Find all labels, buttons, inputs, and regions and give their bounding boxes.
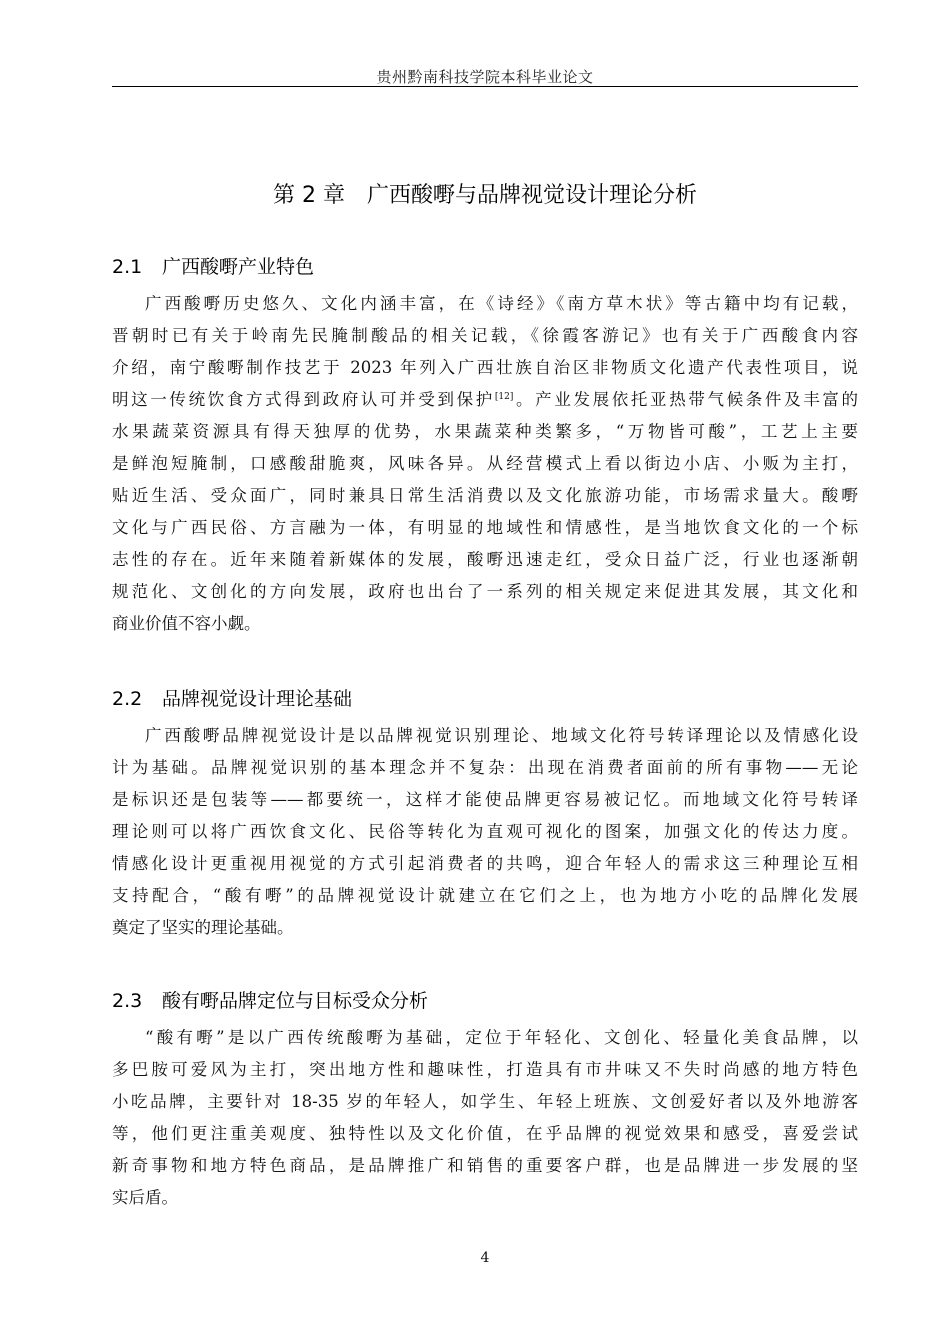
section-number: 2.2 bbox=[112, 688, 143, 710]
section-title-text: 品牌视觉设计理论基础 bbox=[162, 688, 353, 710]
text-span: 。产业发展依托亚热带气候条件及丰富的 bbox=[513, 390, 858, 409]
text-line: 广西酸嘢品牌视觉设计是以品牌视觉识别理论、地域文化符号转译理论以及情感化设 bbox=[145, 726, 858, 745]
paragraph-2-3 bbox=[112, 1022, 858, 1214]
text-line: 水果蔬菜资源具有得天独厚的优势，水果蔬菜种类繁多，“万物皆可酸”，工艺上主要 bbox=[112, 422, 858, 441]
text-line: 晋朝时已有关于岭南先民腌制酸品的相关记载，《徐霞客游记》也有关于广西酸食内容 bbox=[112, 326, 858, 345]
section-number: 2.1 bbox=[112, 256, 143, 278]
text-line: 规范化、文创化的方向发展，政府也出台了一系列的相关规定来促进其发展，其文化和 bbox=[112, 582, 858, 601]
text-line: 等，他们更注重美观度、独特性以及文化价值，在乎品牌的视觉效果和感受，喜爱尝试 bbox=[112, 1124, 858, 1143]
text-line: 志性的存在。近年来随着新媒体的发展，酸嘢迅速走红，受众日益广泛，行业也逐渐朝 bbox=[112, 550, 858, 569]
text-line bbox=[112, 384, 858, 416]
page-number: 4 bbox=[480, 1250, 490, 1266]
section-number: 2.3 bbox=[112, 990, 143, 1012]
section-heading-2-1 bbox=[112, 252, 314, 279]
text-line: 是标识还是包装等——都要统一，这样才能使品牌更容易被记忆。而地域文化符号转译 bbox=[112, 790, 858, 809]
text-span: 明这一传统饮食方式得到政府认可并受到保护 bbox=[112, 390, 495, 409]
running-header: 贵州黔南科技学院本科毕业论文 bbox=[376, 68, 594, 86]
chapter-title: 第 2 章 广西酸嘢与品牌视觉设计理论分析 bbox=[273, 183, 697, 208]
text-line: 商业价值不容小觑。 bbox=[112, 614, 261, 633]
paragraph-2-1 bbox=[112, 288, 858, 640]
text-line: 支持配合，“酸有嘢”的品牌视觉设计就建立在它们之上，也为地方小吃的品牌化发展 bbox=[112, 886, 858, 905]
text-line: 广西酸嘢历史悠久、文化内涵丰富，在《诗经》《南方草木状》等古籍中均有记载， bbox=[145, 294, 858, 313]
header-rule bbox=[112, 86, 858, 87]
text-line: “酸有嘢”是以广西传统酸嘢为基础，定位于年轻化、文创化、轻量化美食品牌，以 bbox=[145, 1028, 858, 1047]
text-line: 介绍，南宁酸嘢制作技艺于 2023 年列入广西壮族自治区非物质文化遗产代表性项目，说 bbox=[112, 358, 858, 377]
text-line: 文化与广西民俗、方言融为一体，有明显的地域性和情感性，是当地饮食文化的一个标 bbox=[112, 518, 858, 537]
text-line: 小吃品牌，主要针对 18-35 岁的年轻人，如学生、年轻上班族、文创爱好者以及外地游客 bbox=[112, 1092, 858, 1111]
text-line: 情感化设计更重视用视觉的方式引起消费者的共鸣，迎合年轻人的需求这三种理论互相 bbox=[112, 854, 858, 873]
text-line: 实后盾。 bbox=[112, 1188, 178, 1207]
text-line: 计为基础。品牌视觉识别的基本理念并不复杂：出现在消费者面前的所有事物——无论 bbox=[112, 758, 858, 777]
text-line: 奠定了坚实的理论基础。 bbox=[112, 918, 294, 937]
section-heading-2-3 bbox=[112, 986, 428, 1013]
section-title-text: 广西酸嘢产业特色 bbox=[162, 256, 315, 278]
section-heading-2-2 bbox=[112, 684, 352, 711]
text-line: 是鲜泡短腌制，口感酸甜脆爽，风味各异。从经营模式上看以街边小店、小贩为主打， bbox=[112, 454, 858, 473]
section-title-text: 酸有嘢品牌定位与目标受众分析 bbox=[162, 990, 429, 1012]
text-line: 理论则可以将广西饮食文化、民俗等转化为直观可视化的图案，加强文化的传达力度。 bbox=[112, 822, 858, 841]
citation-superscript: [12] bbox=[494, 392, 514, 402]
text-line: 贴近生活、受众面广，同时兼具日常生活消费以及文化旅游功能，市场需求量大。酸嘢 bbox=[112, 486, 858, 505]
text-line: 多巴胺可爱风为主打，突出地方性和趣味性，打造具有市井味又不失时尚感的地方特色 bbox=[112, 1060, 858, 1079]
paragraph-2-2 bbox=[112, 720, 858, 944]
text-line: 新奇事物和地方特色商品，是品牌推广和销售的重要客户群，也是品牌进一步发展的坚 bbox=[112, 1156, 858, 1175]
